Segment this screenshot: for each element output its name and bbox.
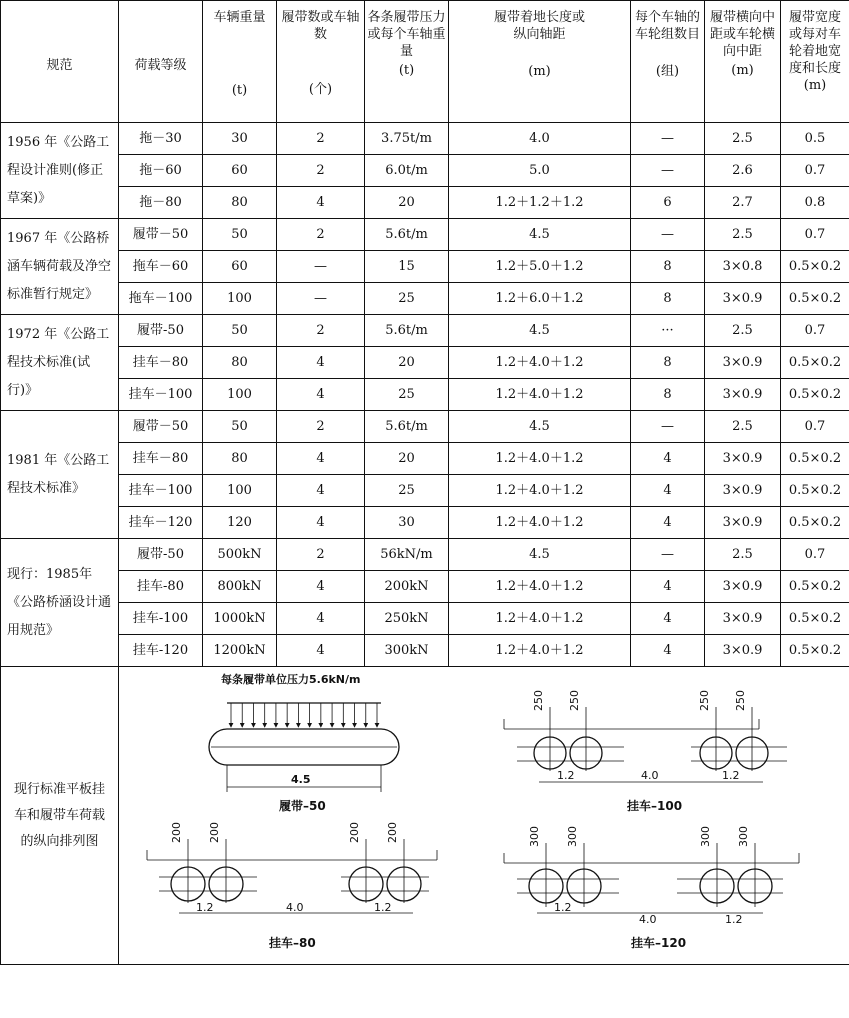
grade-cell: 挂车－80 (119, 443, 203, 475)
width-cell: 0.5×0.2 (781, 443, 849, 475)
width-cell: 0.7 (781, 539, 849, 571)
length-cell: 4.5 (449, 315, 631, 347)
length-cell: 4.0 (449, 123, 631, 155)
count-cell: 2 (277, 411, 365, 443)
weight-cell: 60 (203, 155, 277, 187)
spacing-cell: 3×0.9 (705, 347, 781, 379)
spacing-cell: 2.7 (705, 187, 781, 219)
grade-cell: 挂车－100 (119, 475, 203, 507)
spacing-cell: 2.5 (705, 539, 781, 571)
spacing-cell: 3×0.9 (705, 635, 781, 667)
trailer-120-h2: 300 (566, 826, 579, 847)
header-count: 履带数或车轴数 (个) (277, 1, 365, 123)
wheels-cell: — (631, 123, 705, 155)
count-cell: 4 (277, 635, 365, 667)
weight-cell: 30 (203, 123, 277, 155)
trailer-120-d1: 1.2 (554, 901, 572, 914)
length-cell: 1.2＋4.0＋1.2 (449, 443, 631, 475)
spacing-cell: 3×0.9 (705, 379, 781, 411)
pressure-cell: 30 (365, 507, 449, 539)
wheels-cell: — (631, 155, 705, 187)
width-cell: 0.5×0.2 (781, 507, 849, 539)
count-cell: 2 (277, 155, 365, 187)
trailer-80-h3: 200 (348, 822, 361, 843)
header-wheels: 每个车轴的车轮组数目 (组) (631, 1, 705, 123)
track-50-caption: 履带–50 (279, 799, 326, 813)
spec-cell: 1956 年《公路工程设计准则(修正草案)》 (1, 123, 119, 219)
spacing-cell: 2.5 (705, 411, 781, 443)
header-pressure: 各条履带压力或每个车轴重量 (t) (365, 1, 449, 123)
length-cell: 1.2＋4.0＋1.2 (449, 507, 631, 539)
table-row (1, 347, 849, 379)
count-cell: 2 (277, 539, 365, 571)
width-cell: 0.5×0.2 (781, 571, 849, 603)
pressure-cell: 20 (365, 347, 449, 379)
pressure-cell: 3.75t/m (365, 123, 449, 155)
count-cell: 4 (277, 347, 365, 379)
count-cell: 4 (277, 571, 365, 603)
count-cell: 4 (277, 443, 365, 475)
count-cell: 4 (277, 187, 365, 219)
trailer-120-d3: 1.2 (725, 913, 743, 926)
width-cell: 0.7 (781, 155, 849, 187)
weight-cell: 80 (203, 347, 277, 379)
track-pressure-note: 每条履带单位压力5.6kN/m (221, 673, 361, 686)
trailer-100-d1: 1.2 (557, 769, 575, 782)
length-cell: 5.0 (449, 155, 631, 187)
pressure-cell: 25 (365, 475, 449, 507)
table-row (1, 283, 849, 315)
grade-cell: 挂车-100 (119, 603, 203, 635)
spacing-cell: 2.6 (705, 155, 781, 187)
table-row (1, 507, 849, 539)
spacing-cell: 3×0.9 (705, 603, 781, 635)
pressure-cell: 56kN/m (365, 539, 449, 571)
track-pressure-arrows (231, 703, 377, 727)
pressure-cell: 25 (365, 283, 449, 315)
width-cell: 0.5×0.2 (781, 475, 849, 507)
trailer-80-diagram (147, 822, 437, 950)
header-length: 履带着地长度或纵向轴距 (m) (449, 1, 631, 123)
diagram-label: 现行标准平板挂车和履带车荷载的纵向排列图 (1, 667, 119, 965)
trailer-120-h1: 300 (528, 826, 541, 847)
spacing-cell: 2.5 (705, 315, 781, 347)
width-cell: 0.5×0.2 (781, 635, 849, 667)
load-diagrams-svg (119, 667, 848, 963)
count-cell: 2 (277, 219, 365, 251)
grade-cell: 挂车－120 (119, 507, 203, 539)
wheels-cell: 8 (631, 283, 705, 315)
weight-cell: 800kN (203, 571, 277, 603)
wheels-cell: ··· (631, 315, 705, 347)
pressure-cell: 6.0t/m (365, 155, 449, 187)
count-cell: 4 (277, 475, 365, 507)
table-row (1, 475, 849, 507)
grade-cell: 拖－60 (119, 155, 203, 187)
length-cell: 1.2＋5.0＋1.2 (449, 251, 631, 283)
track-dim-label: 4.5 (291, 773, 311, 786)
width-cell: 0.8 (781, 187, 849, 219)
spacing-cell: 3×0.9 (705, 475, 781, 507)
grade-cell: 履带－50 (119, 219, 203, 251)
spacing-cell: 2.5 (705, 123, 781, 155)
pressure-cell: 20 (365, 187, 449, 219)
header-weight: 车辆重量 (t) (203, 1, 277, 123)
trailer-80-h1: 200 (170, 822, 183, 843)
spacing-cell: 3×0.9 (705, 507, 781, 539)
width-cell: 0.5×0.2 (781, 283, 849, 315)
table-row (1, 219, 849, 251)
width-cell: 0.7 (781, 411, 849, 443)
wheels-cell: — (631, 219, 705, 251)
weight-cell: 80 (203, 443, 277, 475)
table-row (1, 187, 849, 219)
weight-cell: 1000kN (203, 603, 277, 635)
count-cell: — (277, 283, 365, 315)
spec-cell: 1967 年《公路桥涵车辆荷载及净空标准暂行规定》 (1, 219, 119, 315)
trailer-100-h2: 250 (568, 690, 581, 711)
length-cell: 4.5 (449, 219, 631, 251)
trailer-120-d2: 4.0 (639, 913, 657, 926)
diagram-cell (119, 667, 849, 965)
length-cell: 1.2＋4.0＋1.2 (449, 635, 631, 667)
trailer-80-caption: 挂车–80 (269, 936, 316, 950)
wheels-cell: 4 (631, 571, 705, 603)
weight-cell: 1200kN (203, 635, 277, 667)
count-cell: — (277, 251, 365, 283)
length-cell: 1.2＋1.2＋1.2 (449, 187, 631, 219)
grade-cell: 挂车－100 (119, 379, 203, 411)
wheels-cell: 4 (631, 443, 705, 475)
pressure-cell: 25 (365, 379, 449, 411)
length-cell: 4.5 (449, 411, 631, 443)
pressure-cell: 5.6t/m (365, 315, 449, 347)
table-row (1, 443, 849, 475)
weight-cell: 80 (203, 187, 277, 219)
trailer-80-d3: 1.2 (374, 901, 392, 914)
grade-cell: 挂车－80 (119, 347, 203, 379)
length-cell: 1.2＋4.0＋1.2 (449, 347, 631, 379)
spec-cell: 1981 年《公路工程技术标准》 (1, 411, 119, 539)
table-row (1, 379, 849, 411)
table-row (1, 123, 849, 155)
header-row (1, 1, 849, 123)
count-cell: 2 (277, 123, 365, 155)
header-grade: 荷载等级 (119, 1, 203, 123)
table-row (1, 539, 849, 571)
length-cell: 1.2＋4.0＋1.2 (449, 571, 631, 603)
trailer-80-h4: 200 (386, 822, 399, 843)
weight-cell: 120 (203, 507, 277, 539)
grade-cell: 挂车-120 (119, 635, 203, 667)
grade-cell: 拖车－60 (119, 251, 203, 283)
grade-cell: 拖－30 (119, 123, 203, 155)
wheels-cell: — (631, 539, 705, 571)
wheels-cell: 8 (631, 379, 705, 411)
length-cell: 1.2＋6.0＋1.2 (449, 283, 631, 315)
table-row (1, 155, 849, 187)
trailer-80-d1: 1.2 (196, 901, 214, 914)
trailer-100-h1: 250 (532, 690, 545, 711)
table-row (1, 571, 849, 603)
track-50-diagram (209, 672, 399, 813)
spacing-cell: 3×0.8 (705, 251, 781, 283)
length-cell: 4.5 (449, 539, 631, 571)
count-cell: 4 (277, 379, 365, 411)
spec-cell: 现行：1985年《公路桥涵设计通用规范》 (1, 539, 119, 667)
spacing-cell: 2.5 (705, 219, 781, 251)
wheels-cell: 6 (631, 187, 705, 219)
weight-cell: 50 (203, 219, 277, 251)
weight-cell: 100 (203, 283, 277, 315)
width-cell: 0.5 (781, 123, 849, 155)
width-cell: 0.5×0.2 (781, 251, 849, 283)
header-spacing: 履带横向中距或车轮横向中距 (m) (705, 1, 781, 123)
trailer-120-caption: 挂车–120 (631, 936, 687, 950)
grade-cell: 履带－50 (119, 411, 203, 443)
spacing-cell: 3×0.9 (705, 443, 781, 475)
grade-cell: 拖车－100 (119, 283, 203, 315)
spacing-cell: 3×0.9 (705, 283, 781, 315)
trailer-100-h4: 250 (734, 690, 747, 711)
count-cell: 4 (277, 603, 365, 635)
width-cell: 0.7 (781, 219, 849, 251)
table-row (1, 635, 849, 667)
length-cell: 1.2＋4.0＋1.2 (449, 379, 631, 411)
pressure-cell: 5.6t/m (365, 219, 449, 251)
wheels-cell: 4 (631, 603, 705, 635)
wheels-cell: 4 (631, 475, 705, 507)
trailer-100-caption: 挂车–100 (627, 799, 683, 813)
header-spec: 规范 (1, 1, 119, 123)
spacing-cell: 3×0.9 (705, 571, 781, 603)
table-row (1, 251, 849, 283)
width-cell: 0.5×0.2 (781, 379, 849, 411)
weight-cell: 100 (203, 379, 277, 411)
diagram-row (1, 667, 849, 965)
grade-cell: 拖－80 (119, 187, 203, 219)
trailer-100-h3: 250 (698, 690, 711, 711)
weight-cell: 60 (203, 251, 277, 283)
trailer-80-h2: 200 (208, 822, 221, 843)
table-row (1, 315, 849, 347)
wheels-cell: — (631, 411, 705, 443)
width-cell: 0.5×0.2 (781, 347, 849, 379)
grade-cell: 挂车-80 (119, 571, 203, 603)
wheels-cell: 8 (631, 347, 705, 379)
pressure-cell: 200kN (365, 571, 449, 603)
pressure-cell: 300kN (365, 635, 449, 667)
trailer-120-h3: 300 (699, 826, 712, 847)
spec-cell: 1972 年《公路工程技术标准(试行)》 (1, 315, 119, 411)
count-cell: 2 (277, 315, 365, 347)
table-row (1, 411, 849, 443)
weight-cell: 100 (203, 475, 277, 507)
trailer-100-d3: 1.2 (722, 769, 740, 782)
count-cell: 4 (277, 507, 365, 539)
pressure-cell: 20 (365, 443, 449, 475)
wheels-cell: 4 (631, 635, 705, 667)
weight-cell: 50 (203, 411, 277, 443)
pressure-cell: 5.6t/m (365, 411, 449, 443)
grade-cell: 履带-50 (119, 539, 203, 571)
wheels-cell: 8 (631, 251, 705, 283)
grade-cell: 履带-50 (119, 315, 203, 347)
length-cell: 1.2＋4.0＋1.2 (449, 603, 631, 635)
trailer-100-diagram (504, 690, 787, 813)
trailer-100-d2: 4.0 (641, 769, 659, 782)
weight-cell: 500kN (203, 539, 277, 571)
length-cell: 1.2＋4.0＋1.2 (449, 475, 631, 507)
header-width: 履带宽度或每对车轮着地宽度和长度 (m) (781, 1, 849, 123)
trailer-80-d2: 4.0 (286, 901, 304, 914)
wheels-cell: 4 (631, 507, 705, 539)
pressure-cell: 15 (365, 251, 449, 283)
trailer-120-diagram (504, 826, 799, 950)
trailer-120-h4: 300 (737, 826, 750, 847)
width-cell: 0.7 (781, 315, 849, 347)
table-row (1, 603, 849, 635)
weight-cell: 50 (203, 315, 277, 347)
pressure-cell: 250kN (365, 603, 449, 635)
width-cell: 0.5×0.2 (781, 603, 849, 635)
